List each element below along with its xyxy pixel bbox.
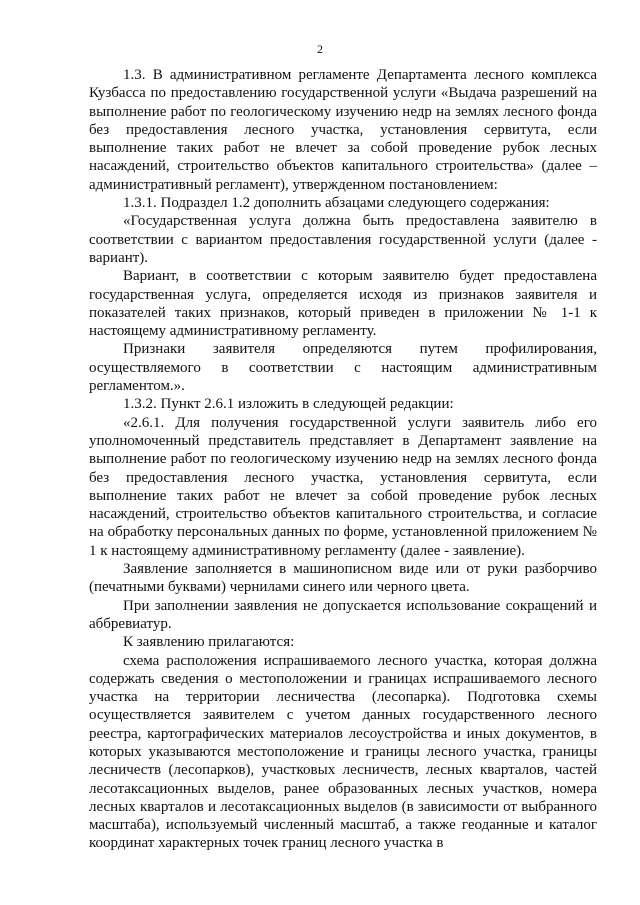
paragraph-service-variant: «Государственная услуга должна быть предоставлена заявителю в соответствии с вариантом предоставления государственной услуги (далее - вариант). — [89, 213, 597, 266]
paragraph-abbreviations: При заполнении заявления не допускается использование сокращений и аббревиатур. — [89, 597, 597, 632]
paragraph-2-6-1: «2.6.1. Для получения государственной услуги заявитель либо его уполномоченный представитель представляет в Департамент заявление на выполнение работ по геологическому изучению недр на землях лесного фонда без предоставления лесного участка, установления сервитута, если выполнение таких работ не влечет за собой проведение рубок лесных насаждений, строительство объектов капитального строительства, и согласие на обработку персональных данных по форме, установленной приложением № 1 к настоящему административному регламенту (далее - заявление). — [89, 414, 597, 559]
paragraph-1-3: 1.3. В административном регламенте Департамента лесного комплекса Кузбасса по предоставлению государственной услуги «Выдача разрешений на выполнение работ по геологическому изучению недр на землях лесного фонда без предоставления лесного участка, установления сервитута, если выполнение таких работ не влечет за собой проведение рубок лесных насаждений, строительство объектов капитального строительства» (далее – административный регламент), утвержденном постановлением: — [89, 67, 597, 193]
paragraph-application-filling: Заявление заполняется в машинописном виде или от руки разборчиво (печатными буквами) чернилами синего или черного цвета. — [89, 561, 597, 596]
paragraph-1-3-2: 1.3.2. Пункт 2.6.1 изложить в следующей редакции: — [123, 396, 454, 413]
paragraph-applicant-attributes: Признаки заявителя определяются путем профилирования, осуществляемого в соответствии с настоящим административным регламентом.». — [89, 341, 597, 395]
paragraph-attachments-heading: К заявлению прилагаются: — [123, 634, 295, 651]
document-body — [89, 66, 597, 853]
paragraph-site-scheme: схема расположения испрашиваемого лесного участка, которая должна содержать сведения о местоположении и границах испрашиваемого лесного участка на территории лесничества (лесопарка). Подготовка схемы осуществляется заявителем с учетом данных государственного лесного реестра, картографических материалов лесоустройства и иных документов, в которых указываются местоположение и границы лесного участка, границы лесничеств (лесопарков), участковых лесничеств, лесных кварталов, частей лесотаксационных выделов, ранее образованных лесных участков, номера лесных кварталов и лесотаксационных выделов (в зависимости от выбранного масштаба), используемый численный масштаб, а также геоданные и каталог координат характерных точек границ лесного участка в — [89, 652, 597, 852]
page-number: 2 — [317, 42, 323, 56]
paragraph-1-3-1: 1.3.1. Подраздел 1.2 дополнить абзацами следующего содержания: — [123, 195, 550, 212]
paragraph-variant-definition: Вариант, в соответствии с которым заявителю будет предоставлена государственная услуга, определяется исходя из признаков заявителя и показателей таких признаков, который приведен в приложении № 1-1 к настоящему административному регламенту. — [89, 268, 597, 340]
